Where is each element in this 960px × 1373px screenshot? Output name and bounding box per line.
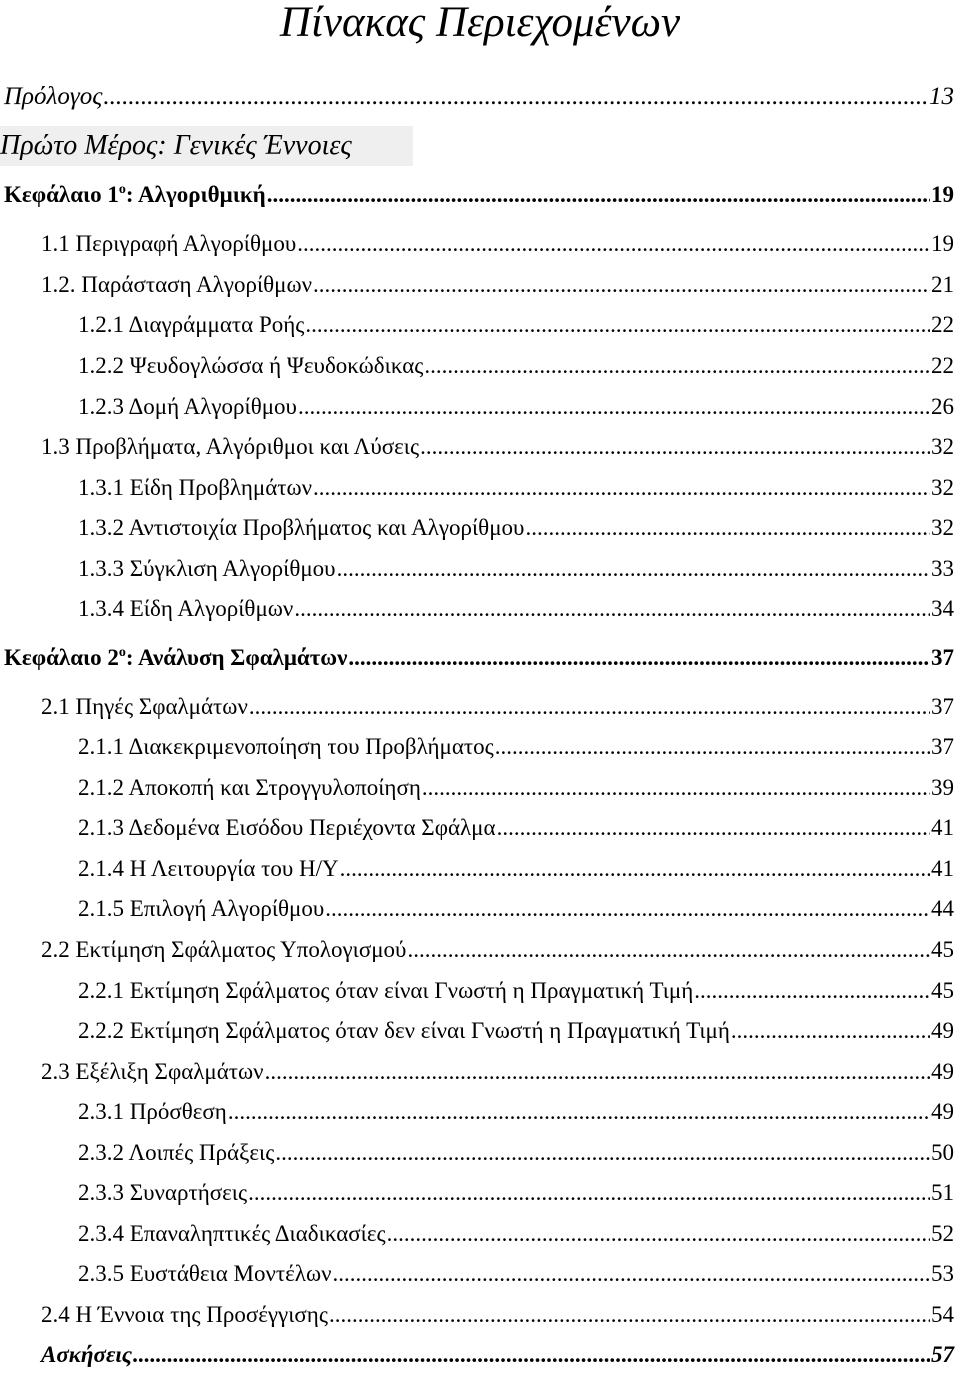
toc-entry-label: 2.3.1 Πρόσθεση bbox=[78, 1099, 227, 1124]
toc-entry-label: 2.3.3 Συναρτήσεις bbox=[78, 1180, 248, 1205]
toc-entry-label: 1.3.1 Είδη Προβλημάτων bbox=[78, 475, 313, 500]
leader-dots bbox=[294, 594, 930, 624]
toc-entry-label: 2.3.5 Ευστάθεια Μοντέλων bbox=[78, 1261, 332, 1286]
toc-entry-2-3-2[interactable] bbox=[78, 1138, 954, 1168]
toc-entry-2-2-1[interactable] bbox=[78, 976, 954, 1006]
toc-entry-prologue[interactable] bbox=[4, 82, 954, 112]
toc-entry-label: 1.3.4 Είδη Αλγορίθμων bbox=[78, 596, 294, 621]
leader-dots bbox=[249, 692, 930, 722]
toc-entry-page: 19 bbox=[931, 182, 954, 207]
leader-dots bbox=[525, 513, 930, 543]
toc-entry-page: 41 bbox=[931, 856, 954, 881]
toc-entry-1-3-4[interactable] bbox=[78, 594, 954, 624]
leader-dots bbox=[424, 351, 930, 381]
toc-entry-page: 32 bbox=[931, 434, 954, 459]
toc-entry-1-3-3[interactable] bbox=[78, 554, 954, 584]
toc-entry-page: 33 bbox=[931, 556, 954, 581]
toc-entry-page: 19 bbox=[931, 231, 954, 256]
leader-dots bbox=[337, 554, 930, 584]
leader-dots bbox=[694, 976, 930, 1006]
leader-dots bbox=[103, 82, 928, 112]
toc-entry-label: 1.2.1 Διαγράμματα Ροής bbox=[78, 312, 305, 337]
toc-entry-label: 2.3.2 Λοιπές Πράξεις bbox=[78, 1140, 275, 1165]
leader-dots bbox=[495, 732, 930, 762]
toc-entry-1-2-3[interactable] bbox=[78, 392, 954, 422]
toc-entry-page: 49 bbox=[931, 1099, 954, 1124]
toc-entry-2-1-1[interactable] bbox=[78, 732, 954, 762]
toc-entry-page: 49 bbox=[931, 1018, 954, 1043]
toc-entry-page: 26 bbox=[931, 394, 954, 419]
toc-entry-2-2-2[interactable] bbox=[78, 1016, 954, 1046]
leader-dots bbox=[387, 1219, 930, 1249]
toc-entry-2-2[interactable] bbox=[41, 935, 954, 965]
toc-entry-page: 52 bbox=[931, 1221, 954, 1246]
leader-dots bbox=[305, 310, 930, 340]
leader-dots bbox=[313, 473, 930, 503]
toc-entry-label: 2.1.1 Διακεκριμενοποίηση του Προβλήματος bbox=[78, 734, 494, 759]
toc-entry-chapter-1[interactable] bbox=[4, 180, 954, 210]
toc-entry-label: 2.4 Η Έννοια της Προσέγγισης bbox=[41, 1302, 328, 1327]
toc-entry-exercises[interactable] bbox=[41, 1340, 954, 1370]
toc-entry-label: 2.1.4 Η Λειτουργία του Η/Υ bbox=[78, 856, 339, 881]
toc-entry-label: Κεφάλαιο $2^o$: Ανάλυση Σφαλμάτων bbox=[4, 645, 348, 670]
toc-entry-2-1-3[interactable] bbox=[78, 813, 954, 843]
part-heading-text: Πρώτο Μέρος: Γενικές Έννοιες bbox=[0, 130, 352, 161]
toc-entry-label: 1.3.2 Αντιστοιχία Προβλήματος και Αλγορίθμου bbox=[78, 515, 525, 540]
toc-entry-page: 22 bbox=[931, 353, 954, 378]
leader-dots bbox=[133, 1340, 930, 1370]
toc-entry-chapter-2[interactable] bbox=[4, 643, 954, 673]
toc-entry-2-3-1[interactable] bbox=[78, 1097, 954, 1127]
leader-dots bbox=[731, 1016, 930, 1046]
toc-entry-label: 1.2.2 Ψευδογλώσσα ή Ψευδοκώδικας bbox=[78, 353, 424, 378]
leader-dots bbox=[267, 180, 930, 210]
leader-dots bbox=[329, 1300, 930, 1330]
leader-dots bbox=[422, 773, 930, 803]
toc-entry-page: 22 bbox=[931, 312, 954, 337]
toc-entry-1-3[interactable] bbox=[41, 432, 954, 462]
toc-entry-label: 1.1 Περιγραφή Αλγορίθμου bbox=[41, 231, 297, 256]
toc-entry-label: Κεφάλαιο $1^o$: Αλγοριθμική bbox=[4, 182, 266, 207]
toc-entry-page: 34 bbox=[931, 596, 954, 621]
toc-entry-2-1[interactable] bbox=[41, 692, 954, 722]
toc-entry-label: 2.1.5 Επιλογή Αλγορίθμου bbox=[78, 896, 325, 921]
leader-dots bbox=[325, 894, 930, 924]
toc-entry-page: 44 bbox=[931, 896, 954, 921]
toc-entry-label: 2.2.2 Εκτίμηση Σφάλματος όταν δεν είναι Γνωστή η Πραγματική Τιμή bbox=[78, 1018, 730, 1043]
leader-dots bbox=[297, 229, 930, 259]
toc-entry-page: 49 bbox=[931, 1059, 954, 1084]
leader-dots bbox=[348, 643, 930, 673]
toc-entry-1-3-1[interactable] bbox=[78, 473, 954, 503]
toc-entry-page: 54 bbox=[931, 1302, 954, 1327]
toc-entry-page: 13 bbox=[929, 83, 954, 110]
toc-entry-2-1-4[interactable] bbox=[78, 854, 954, 884]
toc-entry-page: 45 bbox=[931, 978, 954, 1003]
leader-dots bbox=[420, 432, 930, 462]
toc-entry-label: 2.2.1 Εκτίμηση Σφάλματος όταν είναι Γνωστή η Πραγματική Τιμή bbox=[78, 978, 694, 1003]
toc-entry-page: 37 bbox=[931, 645, 954, 670]
leader-dots bbox=[298, 392, 930, 422]
leader-dots bbox=[497, 813, 930, 843]
toc-entry-1-1[interactable] bbox=[41, 229, 954, 259]
toc-entry-page: 50 bbox=[931, 1140, 954, 1165]
toc-entry-page: 39 bbox=[931, 775, 954, 800]
toc-entry-1-2[interactable] bbox=[41, 270, 954, 300]
toc-entry-2-3-4[interactable] bbox=[78, 1219, 954, 1249]
page-title: Πίνακας Περιεχομένων bbox=[279, 0, 681, 46]
toc-entry-label: 1.3 Προβλήματα, Αλγόριθμοι και Λύσεις bbox=[41, 434, 420, 459]
toc-entry-label: 2.1.3 Δεδομένα Εισόδου Περιέχοντα Σφάλμα bbox=[78, 815, 496, 840]
leader-dots bbox=[332, 1259, 930, 1289]
toc-entry-page: 32 bbox=[931, 475, 954, 500]
toc-entry-page: 37 bbox=[931, 694, 954, 719]
toc-entry-2-3-3[interactable] bbox=[78, 1178, 954, 1208]
toc-entry-label: 2.1 Πηγές Σφαλμάτων bbox=[41, 694, 248, 719]
toc-entry-page: 53 bbox=[931, 1261, 954, 1286]
toc-entry-2-4[interactable] bbox=[41, 1300, 954, 1330]
leader-dots bbox=[313, 270, 930, 300]
toc-entry-label: 2.2 Εκτίμηση Σφάλματος Υπολογισμού bbox=[41, 937, 407, 962]
part-heading bbox=[0, 126, 413, 166]
toc-entry-page: 57 bbox=[931, 1342, 954, 1367]
toc-entry-label: 1.2.3 Δομή Αλγορίθμου bbox=[78, 394, 297, 419]
toc-entry-page: 32 bbox=[931, 515, 954, 540]
toc-entry-2-1-5[interactable] bbox=[78, 894, 954, 924]
toc-entry-label: 1.2. Παράσταση Αλγορίθμων bbox=[41, 272, 313, 297]
leader-dots bbox=[340, 854, 930, 884]
leader-dots bbox=[275, 1138, 930, 1168]
toc-entry-1-2-2[interactable] bbox=[78, 351, 954, 381]
leader-dots bbox=[265, 1057, 930, 1087]
toc-entry-label: 2.3 Εξέλιξη Σφαλμάτων bbox=[41, 1059, 264, 1084]
toc-entry-label: 2.1.2 Αποκοπή και Στρογγυλοποίηση bbox=[78, 775, 421, 800]
toc-entry-page: 45 bbox=[931, 937, 954, 962]
toc-entry-page: 51 bbox=[931, 1180, 954, 1205]
leader-dots bbox=[407, 935, 930, 965]
toc-entry-1-2-1[interactable] bbox=[78, 310, 954, 340]
leader-dots bbox=[248, 1178, 930, 1208]
toc-entry-label: Ασκήσεις bbox=[41, 1342, 133, 1367]
toc-entry-page: 21 bbox=[931, 272, 954, 297]
toc-entry-label: 1.3.3 Σύγκλιση Αλγορίθμου bbox=[78, 556, 336, 581]
toc-entry-label: Πρόλογος bbox=[4, 83, 103, 110]
leader-dots bbox=[228, 1097, 930, 1127]
toc-entry-label: 2.3.4 Επαναληπτικές Διαδικασίες bbox=[78, 1221, 386, 1246]
toc-entry-2-1-2[interactable] bbox=[78, 773, 954, 803]
toc-entry-2-3-5[interactable] bbox=[78, 1259, 954, 1289]
toc-entry-page: 41 bbox=[931, 815, 954, 840]
toc-entry-page: 37 bbox=[931, 734, 954, 759]
toc-entry-2-3[interactable] bbox=[41, 1057, 954, 1087]
toc-entry-1-3-2[interactable] bbox=[78, 513, 954, 543]
